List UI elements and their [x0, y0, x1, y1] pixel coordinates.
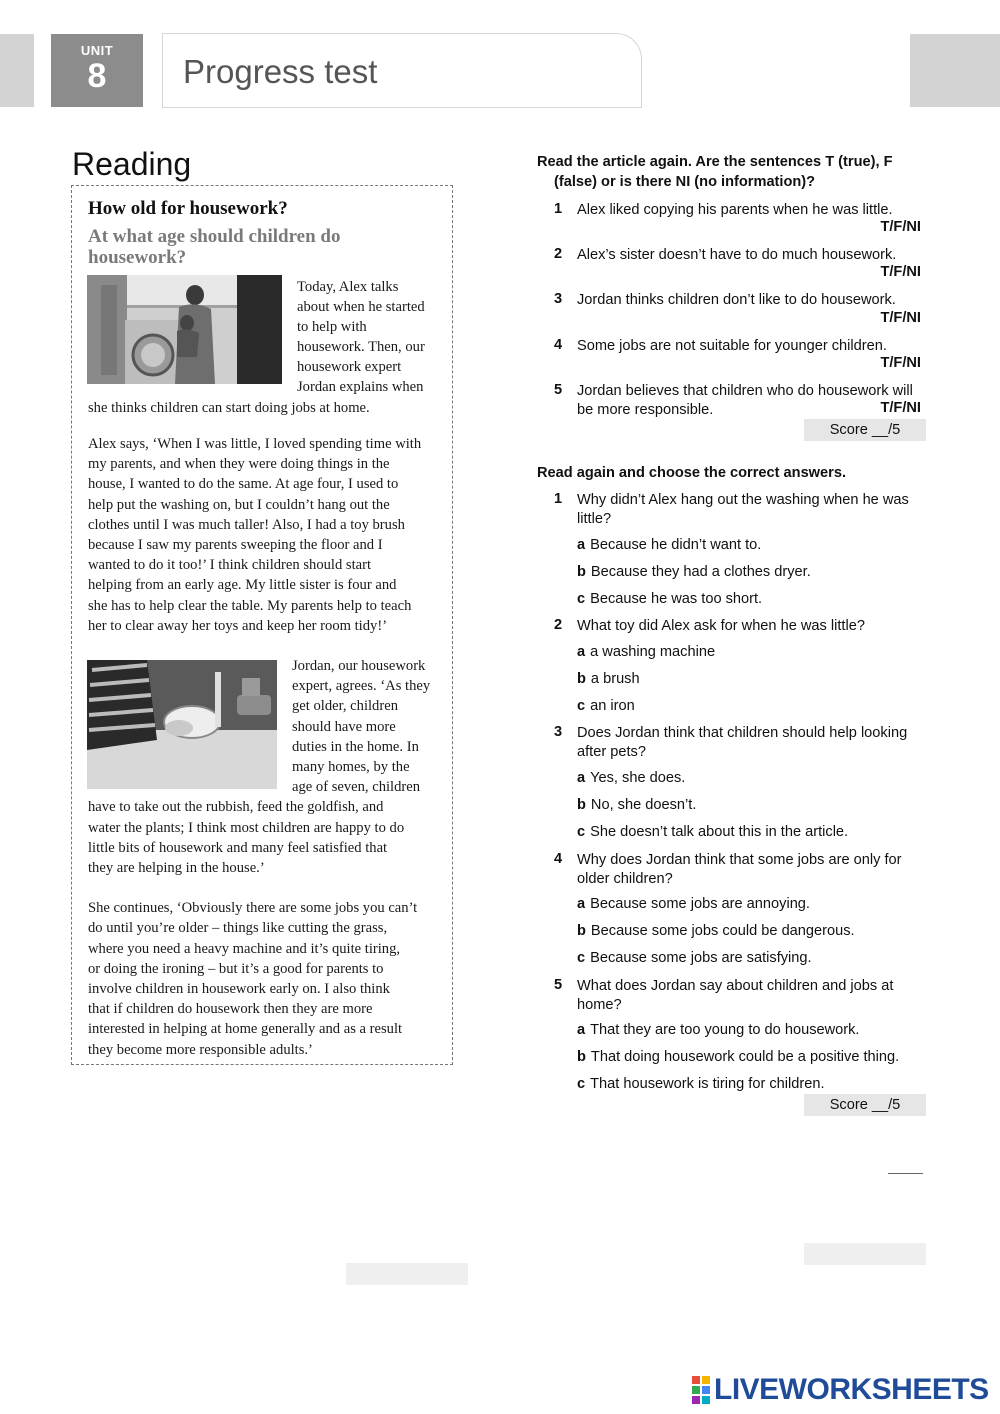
option-text: a washing machine — [590, 644, 716, 660]
para4-line: or doing the ironing – but it’s a good for parents to — [88, 961, 384, 977]
answer-option[interactable] — [577, 923, 855, 939]
para3-line: duties in the home. In — [292, 739, 419, 755]
option-text: That housework is tiring for children. — [590, 1076, 825, 1092]
photo-washing-machine — [87, 275, 282, 384]
question-number: 1 — [554, 491, 563, 507]
option-letter: a — [577, 896, 586, 912]
para1-line: Jordan explains when — [297, 379, 424, 395]
para2-line: helping from an early age. My little sister is four and — [88, 577, 397, 593]
para2-line: help put the washing on, but I couldn’t hang out the — [88, 497, 390, 513]
item-number: 1 — [554, 201, 563, 217]
question-number: 5 — [554, 977, 563, 993]
tfn-answer-field[interactable]: T/F/NI — [880, 264, 921, 280]
option-text: Because they had a clothes dryer. — [590, 564, 811, 580]
short-rule — [888, 1173, 923, 1174]
para2-line: she has to help clear the table. My parents help to teach — [88, 598, 412, 614]
para3-line: age of seven, children — [292, 779, 421, 795]
para2-line: because I saw my parents sweeping the floor and I — [88, 537, 383, 553]
article-title: How old for housework? — [88, 198, 288, 219]
logo-text: LIVEWORKSHEETS — [714, 1373, 989, 1406]
liveworksheets-logo — [692, 1374, 989, 1406]
answer-option[interactable] — [577, 698, 635, 714]
item-text: Jordan thinks children don’t like to do housework. — [577, 292, 896, 308]
option-letter: c — [577, 591, 586, 607]
para3-line: should have more — [292, 719, 396, 735]
option-letter: b — [577, 564, 586, 580]
para3-line: they are helping in the house.’ — [88, 860, 265, 876]
blank-placeholder-right — [804, 1243, 926, 1265]
question-text: Why didn’t Alex hang out the washing when he was little? — [577, 492, 909, 527]
para2-line: house, I wanted to do the same. At age four, I used to — [88, 476, 399, 492]
para2-line: my parents, and when they were doing things in the — [88, 456, 390, 472]
option-letter: b — [577, 923, 586, 939]
item-number: 3 — [554, 291, 563, 307]
blank-placeholder-left — [346, 1263, 468, 1285]
item-text: Alex liked copying his parents when he was little. — [577, 202, 893, 218]
header-right-bar — [910, 34, 1000, 107]
para4-line: involve children in housework early on. I also think — [88, 981, 390, 997]
option-letter: c — [577, 1076, 586, 1092]
answer-option[interactable] — [577, 644, 715, 660]
answer-option[interactable] — [577, 797, 696, 813]
option-letter: c — [577, 698, 586, 714]
para3-line: water the plants; I think most children are happy to do — [88, 820, 405, 836]
item-text: Some jobs are not suitable for younger children. — [577, 338, 887, 354]
option-text: No, she doesn’t. — [590, 797, 697, 813]
para1-line: to help with — [297, 319, 367, 335]
question-text: Does Jordan think that children should help looking after pets? — [577, 725, 908, 760]
answer-option[interactable] — [577, 950, 812, 966]
option-text: She doesn’t talk about this in the article. — [590, 824, 849, 840]
para2-line: clothes until I was much taller! Also, I had a toy brush — [88, 517, 405, 533]
option-text: That doing housework could be a positive thing. — [590, 1049, 900, 1065]
option-text: an iron — [590, 698, 635, 714]
item-text: Alex’s sister doesn’t have to do much housework. — [577, 247, 897, 263]
answer-option[interactable] — [577, 1049, 899, 1065]
option-letter: b — [577, 671, 586, 687]
answer-option[interactable] — [577, 537, 761, 553]
question-text: What does Jordan say about children and jobs at home? — [577, 978, 894, 1013]
option-letter: a — [577, 644, 586, 660]
article-subtitle: At what age should children do housework? — [88, 226, 341, 268]
para3-line: get older, children — [292, 698, 398, 714]
option-letter: c — [577, 950, 586, 966]
unit-badge — [51, 34, 143, 107]
item-text: Jordan believes that children who do housework will be more responsible. — [577, 383, 913, 418]
para2-line: her to clear away her toys and keep her room tidy!’ — [88, 618, 388, 634]
para4-line: She continues, ‘Obviously there are some jobs you can’t — [88, 900, 418, 916]
option-text: Because some jobs are annoying. — [590, 896, 810, 912]
unit-number: 8 — [87, 57, 107, 95]
para2-line: Alex says, ‘When I was little, I loved spending time with — [88, 436, 422, 452]
para1-line: about when he started — [297, 299, 425, 315]
question-number: 4 — [554, 851, 563, 867]
option-text: Because some jobs could be dangerous. — [590, 923, 855, 939]
answer-option[interactable] — [577, 1076, 825, 1092]
article-box — [71, 185, 453, 1065]
para1-line: Today, Alex talks — [297, 279, 399, 295]
photo-washing-dishes — [87, 660, 277, 789]
para3-line: have to take out the rubbish, feed the goldfish, and — [88, 799, 384, 815]
para3-line: expert, agrees. ‘As they — [292, 678, 431, 694]
photo-washing-machine-graphic — [87, 275, 282, 384]
option-letter: a — [577, 537, 586, 553]
exercise1-instruction-line2: (false) or is there NI (no information)? — [554, 174, 816, 190]
para3-line: Jordan, our housework — [292, 658, 426, 674]
para4-line: do until you’re older – things like cutting the grass, — [88, 920, 388, 936]
para1-line: housework. Then, our — [297, 339, 425, 355]
option-letter: a — [577, 1022, 586, 1038]
answer-option[interactable] — [577, 1022, 859, 1038]
item-number: 2 — [554, 246, 563, 262]
para3-line: many homes, by the — [292, 759, 410, 775]
option-letter: a — [577, 770, 586, 786]
para4-line: interested in helping at home generally and as a result — [88, 1021, 403, 1037]
para4-line: that if children do housework then they are more — [88, 1001, 373, 1017]
exercise2-instruction: Read again and choose the correct answers. — [537, 465, 847, 481]
unit-label: UNIT — [80, 43, 114, 58]
answer-option[interactable] — [577, 671, 640, 687]
exercise1-score: Score __/5 — [804, 419, 926, 441]
question-text: Why does Jordan think that some jobs are only for older children? — [577, 852, 902, 887]
question-number: 3 — [554, 724, 563, 740]
answer-option[interactable] — [577, 896, 810, 912]
para2-line: wanted to do it too!’ I think children should start — [88, 557, 372, 573]
page-title: Progress test — [183, 53, 378, 90]
option-text: Because he didn’t want to. — [590, 537, 762, 553]
item-number: 4 — [554, 337, 563, 353]
option-letter: b — [577, 1049, 586, 1065]
para1-line: housework expert — [297, 359, 402, 375]
para4-line: where you need a heavy machine and it’s quite tiring, — [88, 941, 401, 957]
header-left-bar — [0, 34, 34, 107]
exercise2-score: Score __/5 — [804, 1094, 926, 1116]
option-text: a brush — [590, 671, 640, 687]
item-number: 5 — [554, 382, 563, 398]
option-text: Yes, she does. — [590, 770, 686, 786]
tfn-answer-field[interactable]: T/F/NI — [880, 219, 921, 235]
para3-line: little bits of housework and many feel satisfied that — [88, 840, 388, 856]
question-text: What toy did Alex ask for when he was little? — [577, 618, 865, 634]
option-letter: c — [577, 824, 586, 840]
title-box — [162, 33, 642, 108]
option-text: Because some jobs are satisfying. — [590, 950, 812, 966]
tfn-answer-field[interactable]: T/F/NI — [880, 310, 921, 326]
para1-line: she thinks children can start doing jobs at home. — [88, 400, 370, 416]
answer-option[interactable] — [577, 564, 811, 580]
option-letter: b — [577, 797, 586, 813]
answer-option[interactable] — [577, 824, 848, 840]
option-text: Because he was too short. — [590, 591, 763, 607]
para4-line: they become more responsible adults.’ — [88, 1042, 313, 1058]
question-number: 2 — [554, 617, 563, 633]
exercise1-instruction-line1: Read the article again. Are the sentences T (true), F — [537, 154, 893, 170]
logo-mark-icon — [692, 1376, 710, 1404]
answer-option[interactable] — [577, 770, 685, 786]
option-text: That they are too young to do housework. — [590, 1022, 860, 1038]
answer-option[interactable] — [577, 591, 762, 607]
tfn-answer-field[interactable]: T/F/NI — [880, 355, 921, 371]
section-title-reading: Reading — [72, 146, 192, 182]
photo-washing-dishes-graphic — [87, 660, 277, 789]
tfn-answer-field[interactable]: T/F/NI — [880, 400, 921, 416]
